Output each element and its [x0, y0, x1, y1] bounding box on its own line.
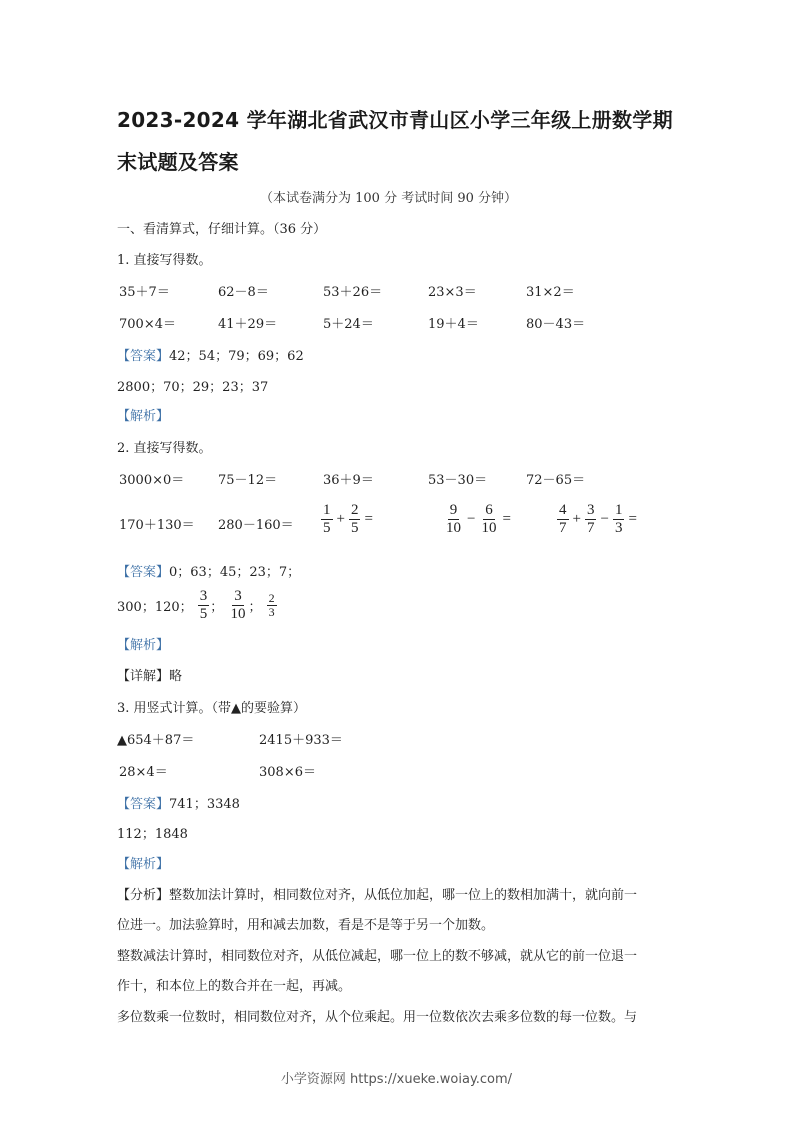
- answer-values: 741；3348: [169, 797, 240, 812]
- answer-3: [117, 793, 240, 812]
- answer-1-line-2: 2800；70；29；23；37: [117, 380, 269, 395]
- expression: 31×2＝: [526, 285, 575, 300]
- analysis-paragraph: 整数减法计算时，相同数位对齐，从低位减起，哪一位上的数不够减，就从它的前一位退一: [117, 949, 638, 964]
- fraction-expression: $\frac{4}{7}$ + $\frac{3}{7}$ − $\frac{1}{3}$ =: [559, 502, 637, 536]
- expression: 62－8＝: [218, 285, 269, 300]
- analysis-paragraph: 作十，和本位上的数合并在一起，再减。: [117, 979, 352, 994]
- expression: 280－160＝: [218, 518, 294, 533]
- analysis-paragraph: 位进一。加法验算时，用和减去加数，看是不是等于另一个加数。: [117, 918, 495, 933]
- analysis-tag: 【解析】: [117, 409, 170, 424]
- expression: 19＋4＝: [428, 317, 479, 332]
- page-title-line1: 2023-2024 学年湖北省武汉市青山区小学三年级上册数学期: [117, 108, 673, 132]
- fraction-expression: $\frac{9}{10}$ − $\frac{6}{10}$ =: [446, 502, 511, 536]
- fraction: $\frac{9}{10}$: [446, 502, 461, 536]
- analysis-paragraph: 多位数乘一位数时，相同数位对齐，从个位乘起。用一位数依次去乘多位数的每一位数。与: [117, 1010, 638, 1025]
- answer-values: 42；54；79；69；62: [169, 349, 304, 364]
- footer-watermark: 小学资源网 https://xueke.woiay.com/: [280, 1072, 513, 1087]
- fraction: $\frac{3}{7}$: [586, 502, 595, 536]
- fraction-expression: $\frac{1}{5}$ + $\frac{2}{5}$ =: [323, 502, 373, 536]
- section-heading: 一、看清算式，仔细计算。（36 分）: [117, 222, 327, 237]
- detail-tag: 【详解】: [117, 669, 170, 684]
- answer-tag: 【答案】: [117, 565, 170, 580]
- detail-text: 略: [169, 669, 183, 684]
- question-1-label: 1. 直接写得数。: [117, 253, 212, 268]
- fraction: $\frac{1}{5}$: [323, 502, 331, 536]
- answer-fraction: $\frac{3}{5}$: [199, 588, 208, 622]
- expression: 35＋7＝: [119, 285, 170, 300]
- expression: 2415＋933＝: [259, 733, 343, 748]
- exam-info: （本试卷满分为 100 分 考试时间 90 分钟）: [260, 191, 518, 206]
- page-title-line2: 末试题及答案: [117, 150, 239, 174]
- expression: 36＋9＝: [323, 473, 374, 488]
- answer-1: [117, 345, 304, 364]
- expression: 75－12＝: [218, 473, 278, 488]
- answer-2-line-2: 300；120； $\frac{3}{5}$ ； $\frac{3}{10}$ ； $\frac{2}{3}$: [117, 588, 275, 622]
- fraction: $\frac{2}{5}$: [350, 502, 359, 536]
- expression: 72－65＝: [526, 473, 586, 488]
- expression: 3000×0＝: [119, 473, 185, 488]
- answer-fraction: $\frac{3}{10}$: [230, 588, 246, 622]
- fraction: $\frac{1}{3}$: [614, 502, 623, 536]
- analysis-tag: 【解析】: [117, 857, 170, 872]
- analysis-paragraph: 【分析】整数加法计算时，相同数位对齐，从低位加起，哪一位上的数相加满十，就向前一: [117, 888, 638, 903]
- answer-fraction: $\frac{2}{3}$: [268, 591, 275, 619]
- expression: 28×4＝: [119, 765, 168, 780]
- answer-values: 300；120；: [117, 600, 193, 615]
- detail: [117, 665, 182, 684]
- analysis-tag: 【解析】: [117, 638, 170, 653]
- expression: 41＋29＝: [218, 317, 278, 332]
- expression: 53＋26＝: [323, 285, 383, 300]
- expression: 308×6＝: [259, 765, 316, 780]
- expression: 53－30＝: [428, 473, 488, 488]
- question-2-label: 2. 直接写得数。: [117, 441, 212, 456]
- expression: 5＋24＝: [323, 317, 374, 332]
- answer-2: [117, 561, 300, 580]
- answer-3-line-2: 112；1848: [117, 827, 188, 842]
- answer-tag: 【答案】: [117, 349, 170, 364]
- expression: 700×4＝: [119, 317, 176, 332]
- expression: 80－43＝: [526, 317, 586, 332]
- expression: ▲654＋87＝: [117, 733, 195, 748]
- expression: 170＋130＝: [119, 518, 195, 533]
- question-3-label: 3. 用竖式计算。（带▲的要验算）: [117, 701, 307, 716]
- fraction: $\frac{6}{10}$: [481, 502, 497, 536]
- expression: 23×3＝: [428, 285, 477, 300]
- answer-tag: 【答案】: [117, 797, 170, 812]
- answer-values: 0；63；45；23；7；: [169, 565, 301, 580]
- fraction: $\frac{4}{7}$: [559, 502, 567, 536]
- fenxi-tag: 【分析】: [117, 888, 170, 903]
